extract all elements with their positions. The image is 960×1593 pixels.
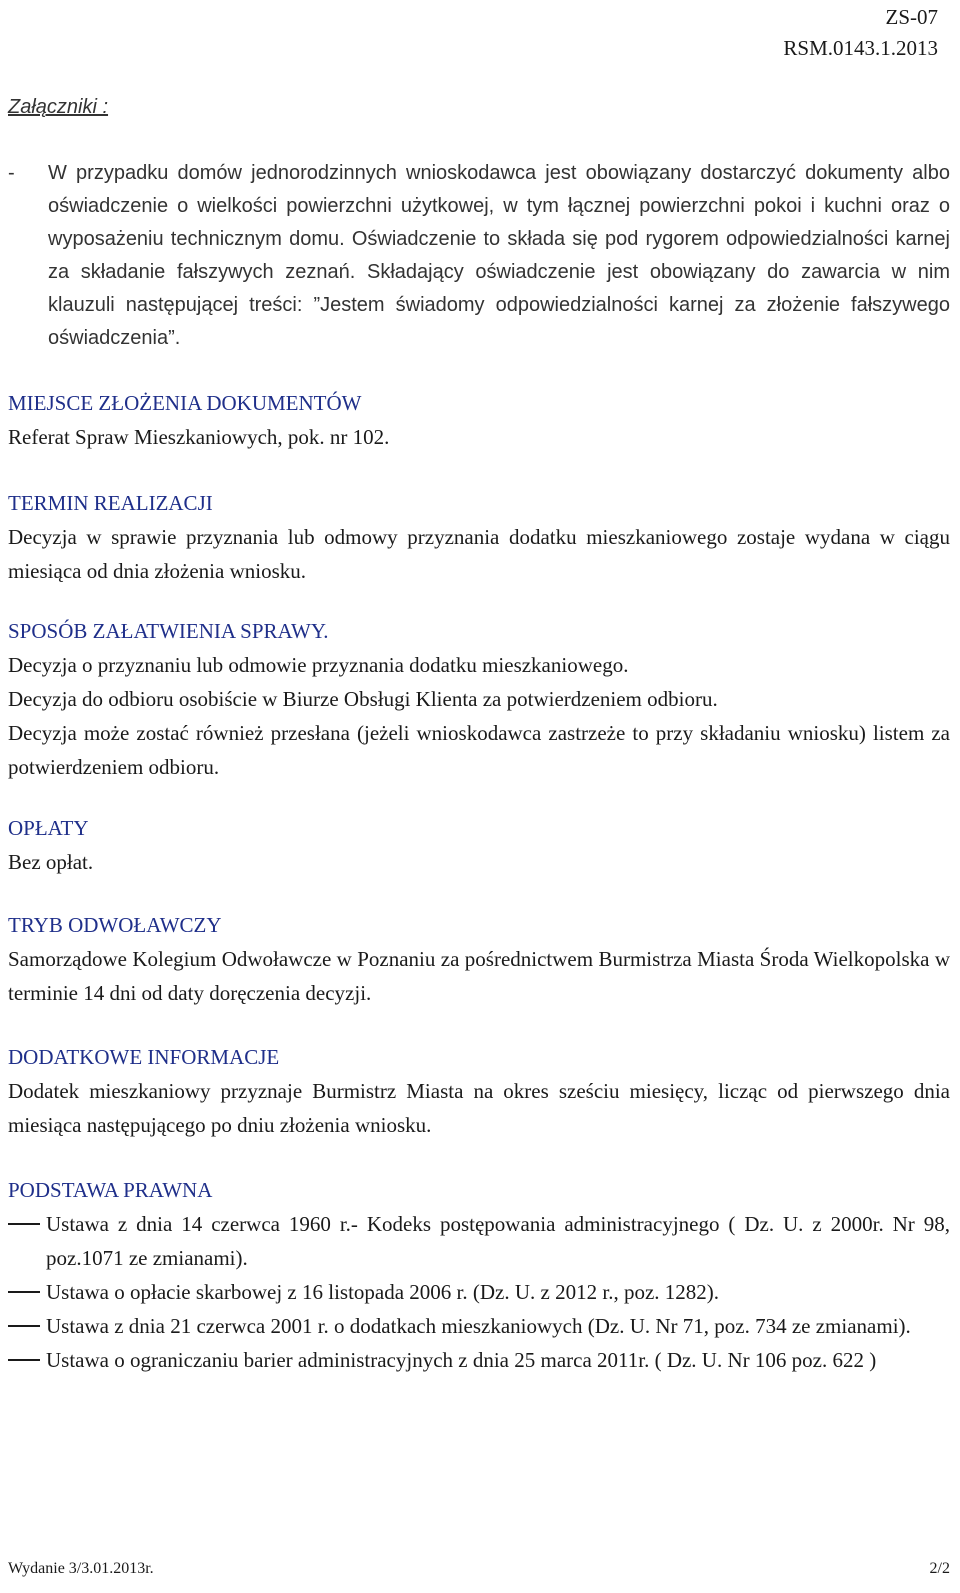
document-reference: RSM.0143.1.2013 [783,36,938,60]
legal-list [8,1207,950,1377]
place-heading: MIEJSCE ZŁOŻENIA DOKUMENTÓW [8,391,362,415]
appeal-section [8,908,950,1010]
additional-heading: DODATKOWE INFORMACJE [8,1045,280,1069]
legal-section [8,1173,950,1377]
legal-item [8,1309,950,1343]
additional-section [8,1040,950,1142]
legal-item [8,1275,950,1309]
fees-text: Bez opłat. [8,850,94,874]
legal-item [8,1207,950,1275]
legal-item [8,1343,950,1377]
method-heading: SPOSÓB ZAŁATWIENIA SPRAWY. [8,619,329,643]
method-section [8,614,950,784]
legal-item-text: Ustawa z dnia 21 czerwca 2001 r. o dodatkach mieszkaniowych (Dz. U. Nr 71, poz. 734 ze zmianami). [46,1314,911,1338]
legal-heading: PODSTAWA PRAWNA [8,1178,213,1202]
deadline-text: Decyzja w sprawie przyznania lub odmowy przyznania dodatku mieszkaniowego zostaje wydana w ciągu miesiąca od dnia złożenia wniosku. [8,525,950,583]
document-code: ZS-07 [885,5,938,29]
edition-label: Wydanie 3/3.01.2013r. [8,1560,154,1577]
document-header [783,0,938,64]
fees-section [8,811,950,879]
attachments-item [8,157,950,355]
appeal-text: Samorządowe Kolegium Odwoławcze w Poznaniu za pośrednictwem Burmistrza Miasta Środa Wielkopolska w terminie 14 dni od daty doręczenia decyzji. [8,947,950,1005]
page-number: 2/2 [929,1560,950,1577]
deadline-heading: TERMIN REALIZACJI [8,491,213,515]
page-footer [8,1560,950,1578]
dash-bullet [8,1275,46,1309]
dash-bullet [8,1309,46,1343]
deadline-section [8,486,950,588]
dash-bullet [8,1207,46,1275]
legal-item-text: Ustawa o opłacie skarbowej z 16 listopada 2006 r. (Dz. U. z 2012 r., poz. 1282). [46,1280,720,1304]
additional-text: Dodatek mieszkaniowy przyznaje Burmistrz Miasta na okres sześciu miesięcy, licząc od pierwszego dnia miesiąca następującego po dniu złożenia wniosku. [8,1079,950,1137]
legal-item-text: Ustawa z dnia 14 czerwca 1960 r.- Kodeks postępowania administracyjnego ( Dz. U. z 2000r. Nr 98, poz.1071 ze zmianami). [46,1212,950,1270]
method-line: Decyzja do odbioru osobiście w Biurze Obsługi Klienta za potwierdzeniem odbioru. [8,687,718,711]
place-text: Referat Spraw Mieszkaniowych, pok. nr 102. [8,425,390,449]
list-dash: - [8,162,15,184]
method-line: Decyzja może zostać również przesłana (jeżeli wnioskodawca zastrzeże to przy składaniu wniosku) listem za potwierdzeniem odbioru. [8,721,950,779]
dash-bullet [8,1343,46,1377]
legal-item-text: Ustawa o ograniczaniu barier administracyjnych z dnia 25 marca 2011r. ( Dz. U. Nr 106 poz. 622 ) [46,1348,877,1372]
method-line: Decyzja o przyznaniu lub odmowie przyznania dodatku mieszkaniowego. [8,653,629,677]
attachments-text: W przypadku domów jednorodzinnych wnioskodawca jest obowiązany dostarczyć dokumenty albo oświadczenie o wielkości powierzchni użytkowej, w tym łącznej powierzchni pokoi i kuchni oraz o wyposażeniu technicznym domu. Oświadczenie to składa się pod rygorem odpowiedzialności karnej za składanie fałszywych zeznań. Składający oświadczenie jest obowiązany do zawarcia w nim klauzuli następującej treści: ”Jestem świadomy odpowiedzialności karnej za złożenie fałszywego oświadczenia”. [48,162,950,349]
fees-heading: OPŁATY [8,816,89,840]
place-section [8,386,950,454]
appeal-heading: TRYB ODWOŁAWCZY [8,913,222,937]
attachments-title: Załączniki : [8,96,109,118]
